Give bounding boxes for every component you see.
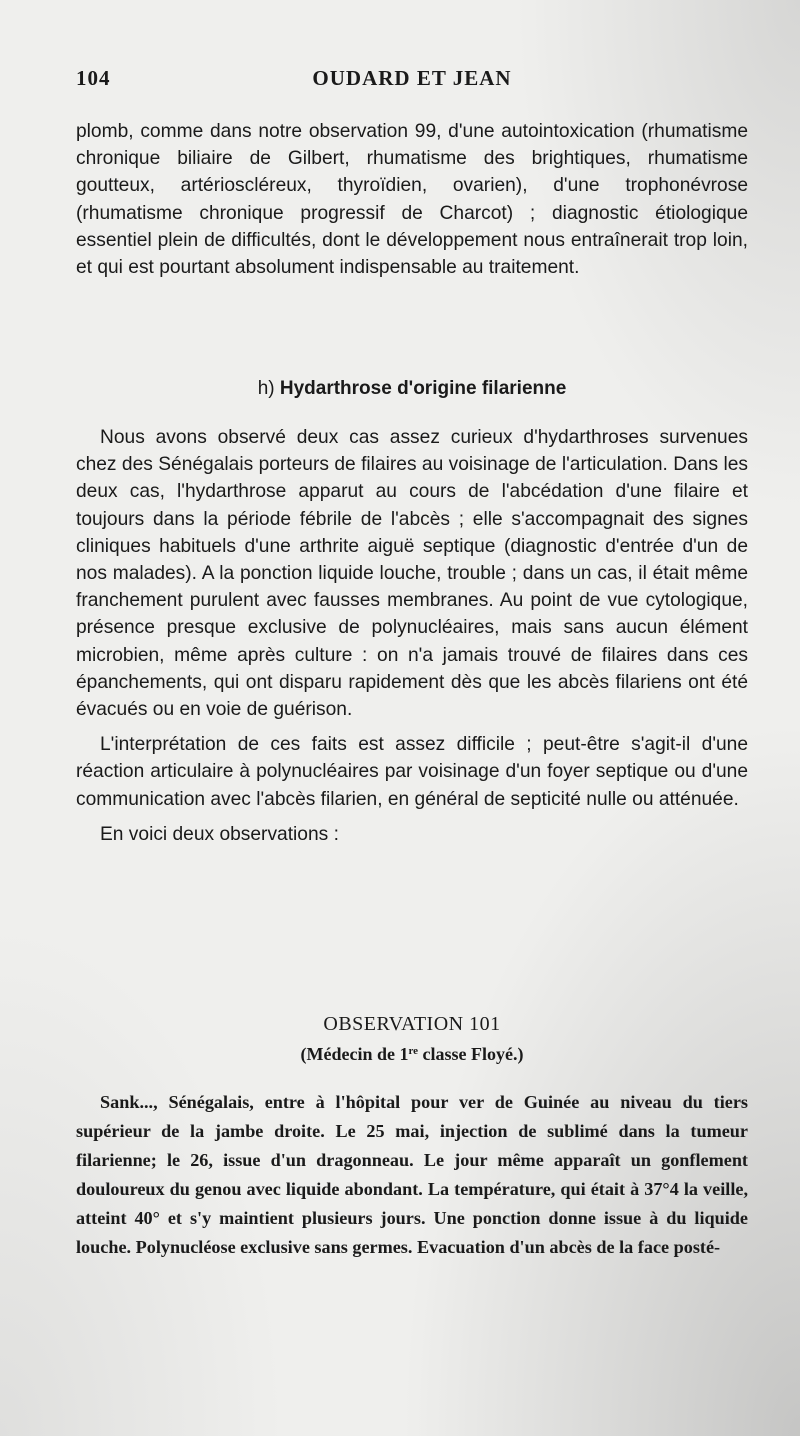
section-title: Hydarthrose d'origine filarienne [279,378,567,399]
page-number: 104 [76,66,111,90]
section-heading [76,378,748,400]
paragraph-cases: Nous avons observé deux cas assez curieux d'hydarthroses survenues chez des Sénégalais porteurs de filaires au voisinage de l'articulation. Dans les deux cas, l'hydarthrose apparut au cours de l'abcédation d'une filaire et toujours dans la période fébrile de l'abcès ; elle s'accompagnait des signes cliniques habituels d'une arthrite aiguë septique (diagnostic d'entrée d'un de nos malades). A la ponction liquide louche, trouble ; dans un cas, il était même franchement purulent avec fausses membranes. Au point de vue cytologique, présence presque exclusive de polynucléaires, mais sans aucun élément microbien, même après culture : on n'a jamais trouvé de filaires dans ces épanchements, qui ont disparu rapidement dès que les abcès filariens ont été évacués ou en voie de guérison. [76,427,748,721]
intro-paragraph: plomb, comme dans notre observation 99, d'une autointoxication (rhumatisme chronique biliaire de Gilbert, rhumatisme des brightiques, rhumatisme goutteux, artérioscléreux, thyroïdien, ovarien), d'une trophonévrose (rhumatisme chronique progressif de Charcot) ; diagnostic étiologique essentiel plein de difficultés, dont le développement nous entraînerait trop loin, et qui est pourtant absolument indispensable au traitement. [76,121,748,279]
observation-text: Sank..., Sénégalais, entre à l'hôpital pour ver de Guinée au niveau du tiers supérieur de la jambe droite. Le 25 mai, injection de sublimé dans la tumeur filarienne; le 26, issue d'un dragonneau. Le jour même apparaît un gonflement douloureux du genou avec liquide abondant. La température, qui était à 37°4 la veille, atteint 40° et s'y maintient plusieurs jours. Une ponction donne issue à du liquide louche. Polynucléose exclusive sans germes. Evacuation d'un abcès de la face posté- [76,1092,748,1257]
observation-subtitle-superscript: re [408,1045,419,1057]
observation-title: OBSERVATION 101 [323,1013,501,1035]
observation-subtitle-start: (Médecin de 1 [300,1044,409,1064]
paragraph-interpretation: L'interprétation de ces faits est assez difficile ; peut-être s'agit-il d'une réaction articulaire à polynucléaires par voisinage d'un foyer septique ou d'une communication avec l'abcès filarien, en général de septicité nulle ou atténuée. [76,734,748,810]
paragraph-observations-intro: En voici deux observations : [100,823,339,845]
running-title: OUDARD ET JEAN [312,66,512,90]
section-body [76,424,748,848]
observation-subtitle [76,1044,748,1065]
section-letter: h) [257,378,275,399]
observation-subtitle-end: classe Floyé.) [418,1044,524,1064]
running-head [76,66,748,96]
